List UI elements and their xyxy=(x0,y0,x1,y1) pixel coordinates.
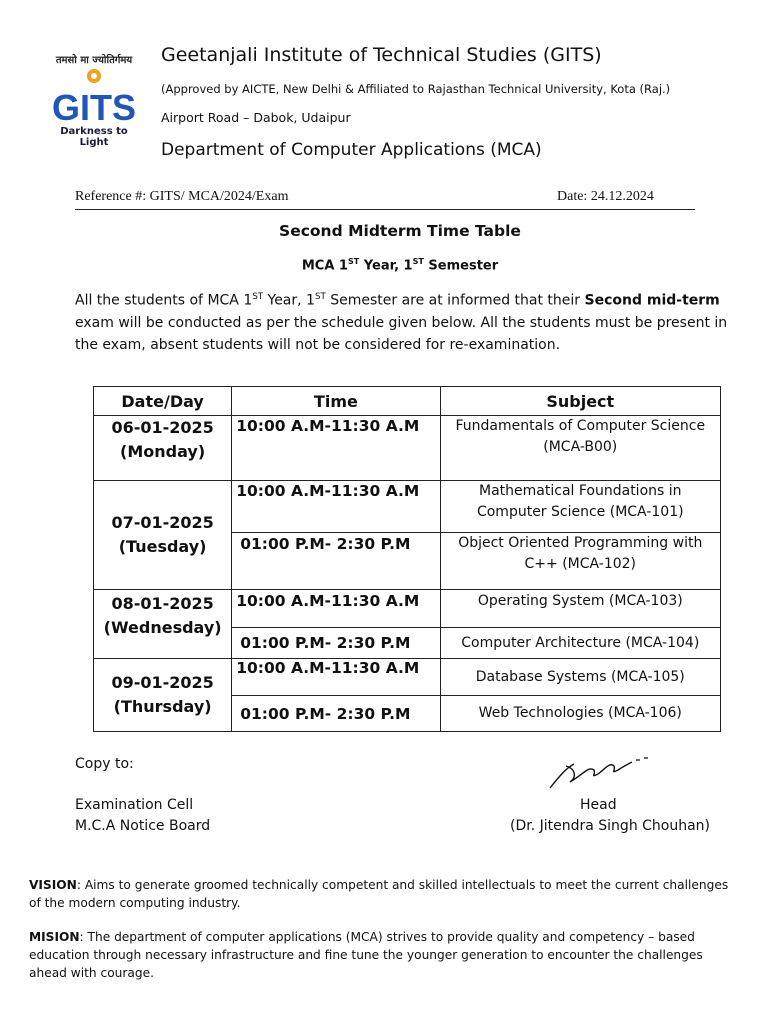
header-subject: Subject xyxy=(440,387,720,416)
document-title: Second Midterm Time Table xyxy=(279,222,521,240)
document-date: Date: 24.12.2024 xyxy=(557,189,654,204)
time-cell: 01:00 P.M- 2:30 P.M xyxy=(232,533,440,590)
table-row xyxy=(94,659,721,696)
table-row xyxy=(94,416,721,481)
subject-cell: Object Oriented Programming with C++ (MCA-102) xyxy=(440,533,720,590)
recipient-examination-cell: Examination Cell xyxy=(75,797,194,813)
institute-logo xyxy=(48,52,140,148)
logo-acronym: GITS xyxy=(52,87,136,126)
mission-statement: MISION: The department of computer applications (MCA) strives to provide quality and competency – based education through necessary infrastructure and fine tune the younger generation to encounter the challenges ahead with courage. xyxy=(29,930,703,980)
date-cell: 06-01-2025 (Monday) xyxy=(94,416,232,481)
recipient-notice-board: M.C.A Notice Board xyxy=(75,818,211,834)
timetable-header-row xyxy=(94,387,721,416)
copy-to-label: Copy to: xyxy=(75,756,134,772)
date-cell: 07-01-2025 (Tuesday) xyxy=(94,481,232,590)
vision-statement: VISION: Aims to generate groomed technically competent and skilled intellectuals to meet the current challenges of the modern computing industry. xyxy=(29,878,729,910)
timetable xyxy=(93,386,721,732)
date-cell: 09-01-2025 (Thursday) xyxy=(94,659,232,732)
subject-cell: Web Technologies (MCA-106) xyxy=(440,696,720,732)
subject-cell: Mathematical Foundations in Computer Science (MCA-101) xyxy=(440,481,720,533)
time-cell: 10:00 A.M-11:30 A.M xyxy=(232,416,440,481)
department-name: Department of Computer Applications (MCA) xyxy=(161,140,542,160)
signatory-title: Head xyxy=(580,797,617,813)
logo-tagline: तमसो मा ज्योतिर्गमय xyxy=(55,55,133,66)
table-row xyxy=(94,590,721,628)
signatory-name: (Dr. Jitendra Singh Chouhan) xyxy=(510,818,711,834)
subject-cell: Computer Architecture (MCA-104) xyxy=(440,628,720,659)
gits-logo-mark xyxy=(52,66,136,126)
reference-number: Reference #: GITS/ MCA/2024/Exam xyxy=(75,189,289,204)
handwritten-signature xyxy=(544,748,654,792)
logo-slogan: Darkness to Light xyxy=(60,126,128,148)
time-cell: 01:00 P.M- 2:30 P.M xyxy=(232,696,440,732)
header-divider xyxy=(75,209,695,210)
header-time: Time xyxy=(232,387,440,416)
time-cell: 01:00 P.M- 2:30 P.M xyxy=(232,628,440,659)
table-row xyxy=(94,481,721,533)
time-cell: 10:00 A.M-11:30 A.M xyxy=(232,659,440,696)
document-subtitle: MCA 1ST Year, 1ST Semester xyxy=(301,257,499,274)
time-cell: 10:00 A.M-11:30 A.M xyxy=(232,481,440,533)
institute-address: Airport Road – Dabok, Udaipur xyxy=(161,110,351,125)
header-date-day: Date/Day xyxy=(94,387,232,416)
institute-approval: (Approved by AICTE, New Delhi & Affiliated to Rajasthan Technical University, Kota (Raj.) xyxy=(161,82,671,96)
subject-cell: Fundamentals of Computer Science (MCA-B00) xyxy=(440,416,720,481)
subject-cell: Operating System (MCA-103) xyxy=(440,590,720,628)
institute-name: Geetanjali Institute of Technical Studies (GITS) xyxy=(161,44,602,66)
intro-paragraph: All the students of MCA 1ST Year, 1ST Semester are at informed that their Second mid-term exam will be conducted as per the schedule given below. All the students must be present in the exam, absent students will not be considered for re-examination. xyxy=(75,292,728,353)
date-cell: 08-01-2025 (Wednesday) xyxy=(94,590,232,659)
subject-cell: Database Systems (MCA-105) xyxy=(440,659,720,696)
time-cell: 10:00 A.M-11:30 A.M xyxy=(232,590,440,628)
